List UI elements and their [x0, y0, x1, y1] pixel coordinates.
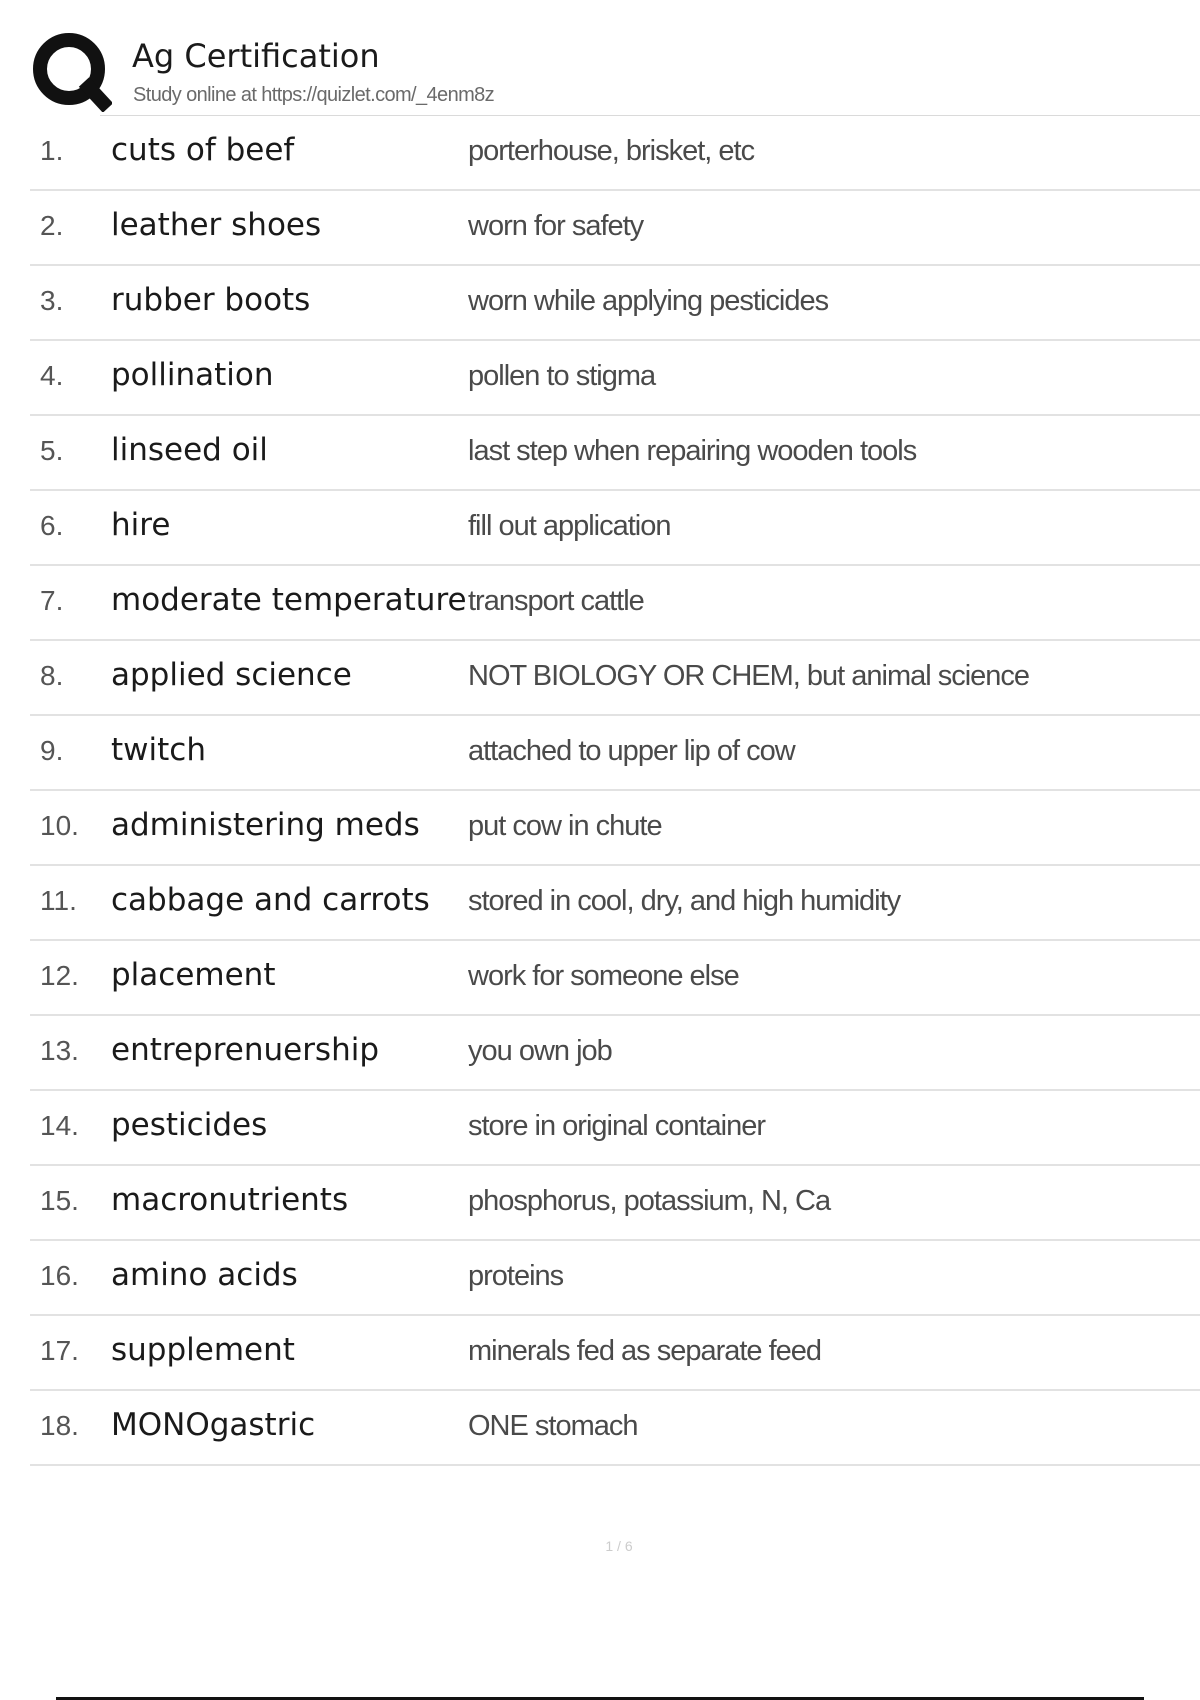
- term-text: hire: [111, 507, 171, 543]
- row-number: 16.: [40, 1260, 79, 1291]
- definition-text: ONE stomach: [468, 1410, 638, 1442]
- definition-text: work for someone else: [468, 960, 739, 992]
- term-text: placement: [111, 957, 276, 993]
- term-row: [30, 266, 1200, 341]
- term-row: [30, 116, 1200, 191]
- document-header: [32, 30, 1200, 116]
- term-text: cabbage and carrots: [111, 882, 430, 918]
- definition-text: transport cattle: [468, 585, 644, 617]
- term-text: amino acids: [111, 1257, 298, 1293]
- term-row: [30, 191, 1200, 266]
- row-number: 9.: [40, 735, 64, 766]
- term-text: entreprenuership: [111, 1032, 380, 1068]
- definition-text: proteins: [468, 1260, 564, 1292]
- row-number: 17.: [40, 1335, 79, 1366]
- term-row: [30, 641, 1200, 716]
- term-list: [30, 116, 1200, 1466]
- row-number: 15.: [40, 1185, 79, 1216]
- definition-text: you own job: [468, 1035, 612, 1067]
- term-text: linseed oil: [111, 432, 268, 468]
- row-number: 3.: [40, 285, 64, 316]
- term-row: [30, 1316, 1200, 1391]
- term-text: rubber boots: [111, 282, 311, 318]
- definition-text: phosphorus, potassium, N, Ca: [468, 1185, 831, 1217]
- definition-text: fill out application: [468, 510, 671, 542]
- row-number: 1.: [40, 135, 64, 166]
- term-text: moderate temperature: [111, 582, 467, 618]
- term-row: [30, 941, 1200, 1016]
- row-number: 13.: [40, 1035, 79, 1066]
- term-row: [30, 1091, 1200, 1166]
- term-row: [30, 716, 1200, 791]
- row-number: 8.: [40, 660, 64, 691]
- term-text: supplement: [111, 1332, 295, 1368]
- row-number: 11.: [40, 885, 77, 916]
- row-number: 18.: [40, 1410, 79, 1441]
- definition-text: minerals fed as separate feed: [468, 1335, 822, 1367]
- term-text: twitch: [111, 732, 206, 768]
- definition-text: worn while applying pesticides: [468, 285, 829, 317]
- term-row: [30, 866, 1200, 941]
- term-text: applied science: [111, 657, 352, 693]
- term-row: [30, 1241, 1200, 1316]
- definition-text: last step when repairing wooden tools: [468, 435, 917, 467]
- row-number: 5.: [40, 435, 64, 466]
- definition-text: store in original container: [468, 1110, 766, 1142]
- term-text: pesticides: [111, 1107, 268, 1143]
- definition-text: attached to upper lip of cow: [468, 735, 795, 767]
- quizlet-logo-icon: [32, 32, 112, 112]
- row-number: 10.: [40, 810, 79, 841]
- definition-text: worn for safety: [468, 210, 644, 242]
- row-number: 4.: [40, 360, 64, 391]
- term-text: administering meds: [111, 807, 420, 843]
- term-text: cuts of beef: [111, 132, 295, 168]
- row-number: 6.: [40, 510, 64, 541]
- term-row: [30, 1016, 1200, 1091]
- definition-text: NOT BIOLOGY OR CHEM, but animal science: [468, 660, 1030, 692]
- term-row: [30, 491, 1200, 566]
- term-row: [30, 1391, 1200, 1466]
- term-row: [30, 1166, 1200, 1241]
- row-number: 2.: [40, 210, 64, 241]
- term-text: pollination: [111, 357, 274, 393]
- term-text: leather shoes: [111, 207, 322, 243]
- study-online-url: Study online at https://quizlet.com/_4enm8z: [133, 84, 495, 106]
- definition-text: pollen to stigma: [468, 360, 656, 392]
- term-row: [30, 566, 1200, 641]
- page-indicator: 1 / 6: [605, 1538, 633, 1554]
- definition-text: stored in cool, dry, and high humidity: [468, 885, 901, 917]
- term-text: MONOgastric: [111, 1407, 316, 1443]
- term-row: [30, 341, 1200, 416]
- row-number: 12.: [40, 960, 79, 991]
- term-row: [30, 791, 1200, 866]
- definition-text: porterhouse, brisket, etc: [468, 135, 755, 167]
- definition-text: put cow in chute: [468, 810, 662, 842]
- row-number: 7.: [40, 585, 64, 616]
- term-row: [30, 416, 1200, 491]
- set-title: Ag Certification: [132, 37, 380, 75]
- term-text: macronutrients: [111, 1182, 349, 1218]
- row-number: 14.: [40, 1110, 79, 1141]
